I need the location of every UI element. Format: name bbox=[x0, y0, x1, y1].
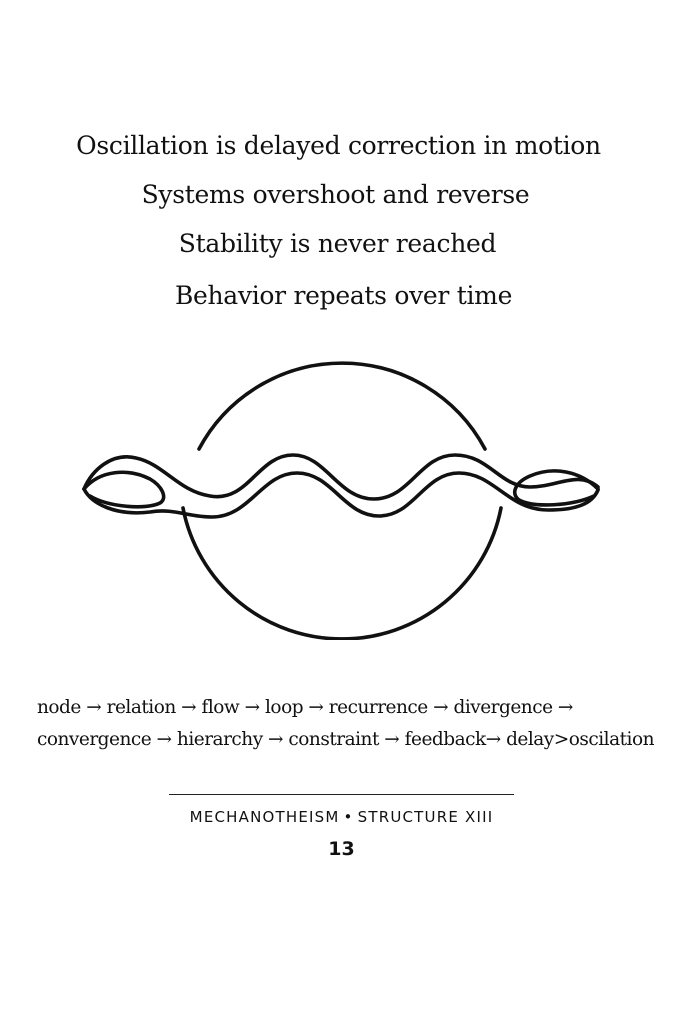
footer-caption bbox=[0, 808, 683, 826]
verse-line-2: Systems overshoot and reverse bbox=[141, 180, 530, 209]
circle-upper-arc bbox=[199, 363, 485, 449]
circle-lower-arc bbox=[183, 508, 501, 639]
oscillation-emblem-icon bbox=[0, 340, 683, 640]
verse-line-1: Oscillation is delayed correction in motion bbox=[76, 131, 601, 160]
footer-series-title: MECHANOTHEISM bbox=[189, 808, 340, 826]
concept-chain-line-2: convergence → hierarchy → constraint → feedback→ delay>oscilation bbox=[37, 729, 655, 750]
footer-separator: • bbox=[343, 808, 354, 826]
concept-chain-line-1: node → relation → flow → loop → recurrence → divergence → bbox=[37, 697, 573, 718]
footer-structure-label: STRUCTURE XIII bbox=[357, 808, 494, 826]
footer-divider bbox=[169, 794, 514, 795]
verse-line-3: Stability is never reached bbox=[178, 229, 497, 258]
page-number: 13 bbox=[328, 838, 355, 860]
verse-line-4: Behavior repeats over time bbox=[174, 281, 513, 310]
